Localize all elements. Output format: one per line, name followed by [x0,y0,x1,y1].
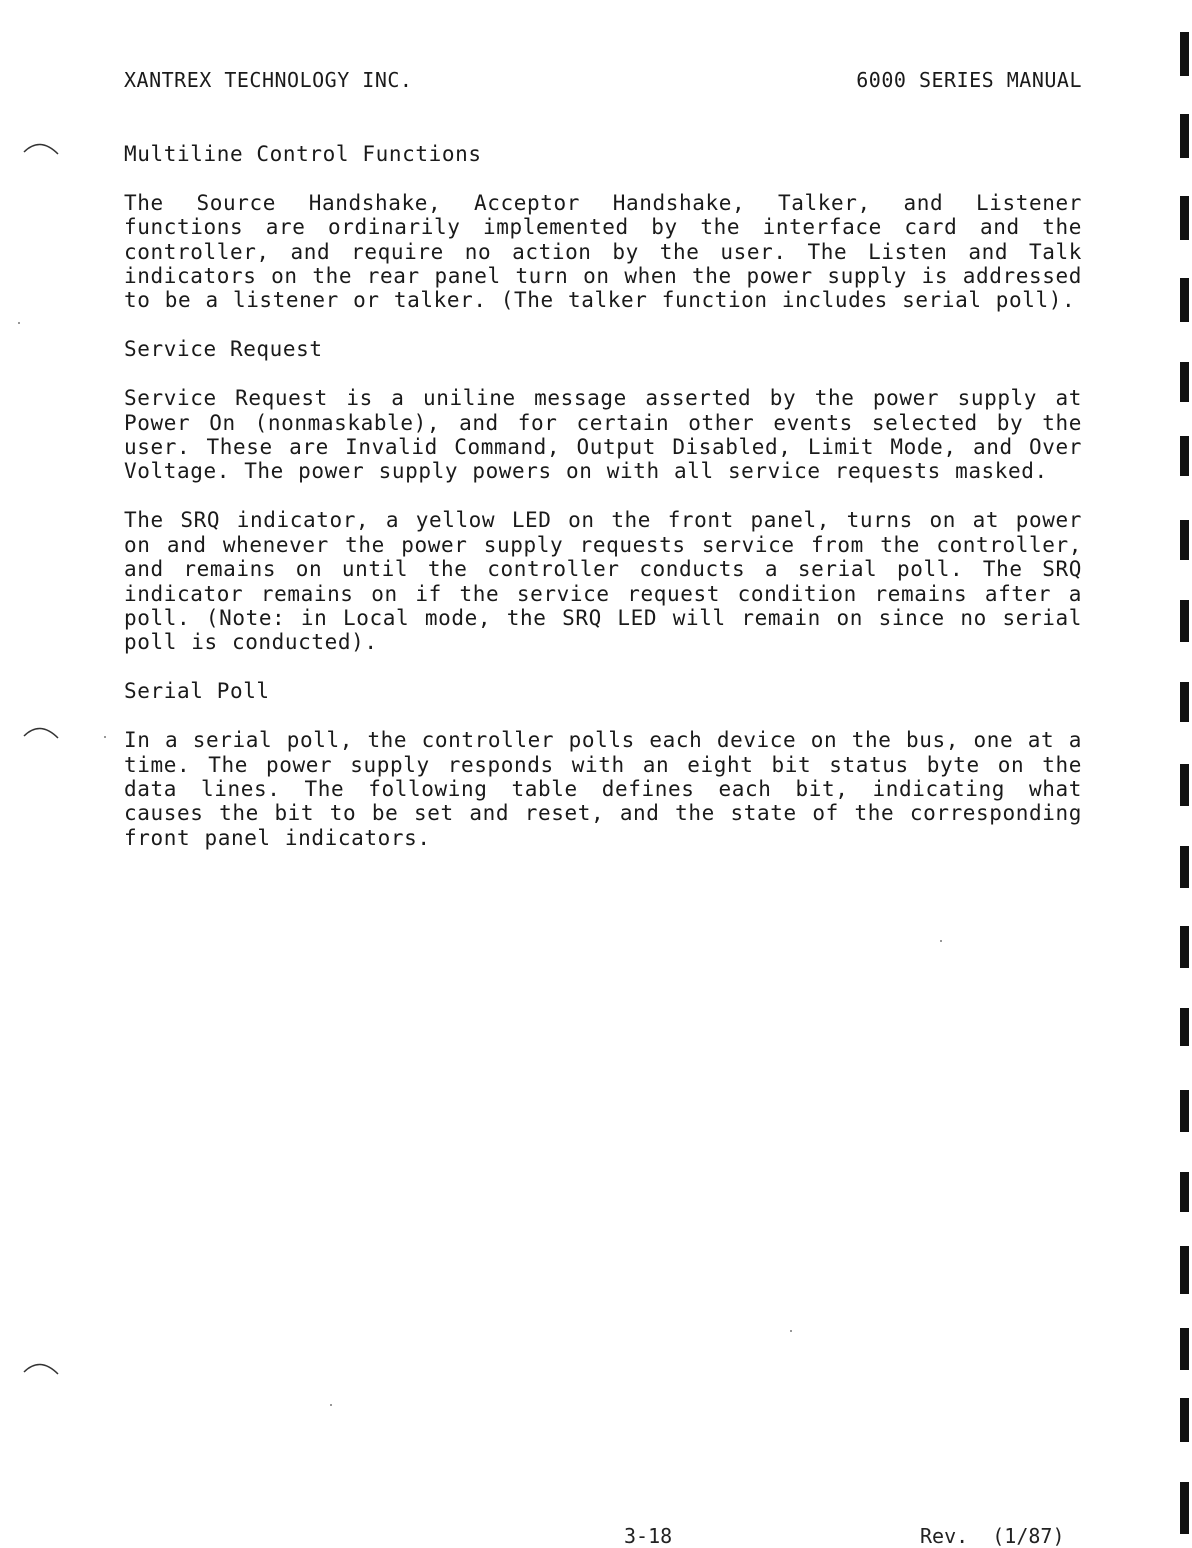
scan-speck [18,322,20,324]
page-body [124,142,1082,875]
binder-tab-mark [1180,520,1189,560]
binder-tab-mark [1180,1090,1189,1132]
header-manual-title: 6000 SERIES MANUAL [856,68,1082,92]
binder-tab-mark [1180,1482,1189,1534]
binder-tab-mark [1180,114,1189,158]
scan-speck [790,1330,792,1332]
section-heading: Serial Poll [124,679,270,704]
binder-hole-mark [22,1358,62,1378]
scan-speck [330,1404,332,1406]
section-service-request [124,337,1082,654]
binder-tab-mark [1180,196,1189,240]
binder-hole-mark [22,722,62,742]
binder-tab-mark [1180,436,1189,476]
paragraph: The SRQ indicator, a yellow LED on the front panel, turns on at power on and whenever the power supply requests service from the controller, and remains on until the controller conducts a serial poll. The SRQ indicator remains on if the service request condition remains after a poll. (Note: in Local mode, the SRQ LED will remain on since no serial poll is conducted). [124,508,1082,655]
section-serial-poll [124,679,1082,850]
binder-tab-mark [1180,600,1189,642]
scan-speck [104,736,106,738]
section-heading: Multiline Control Functions [124,142,482,166]
binder-tab-mark [1180,846,1189,888]
binder-tab-mark [1180,764,1189,806]
header-company: XANTREX TECHNOLOGY INC. [124,68,413,92]
binder-tab-mark [1180,1328,1189,1370]
paragraph: The Source Handshake, Acceptor Handshake, Talker, and Listener functions are ordinarily implemented by the interface card and the controller, and require no action by the user. The Listen and Talk indicators on the rear panel turn on when the power supply is addressed to be a listener or talker. (The talker function includes serial poll). [124,190,1082,313]
binder-hole-mark [22,138,62,158]
paragraph: Service Request is a uniline message asserted by the power supply at Power On (nonmaskable), and for certain other events selected by the user. These are Invalid Command, Output Disabled, Limit Mode, and Over Voltage. The power supply powers on with all service requests masked. [124,386,1082,484]
paragraph: In a serial poll, the controller polls each device on the bus, one at a time. The power supply responds with an eight bit status byte on the data lines. The following table defines each bit, indicating what causes the bit to be set and reset, and the state of the corresponding front panel indicators. [124,728,1082,850]
binder-tab-mark [1180,32,1189,76]
footer-revision: Rev. (1/87) [920,1524,1065,1548]
footer-page-number: 3-18 [624,1524,673,1548]
binder-tab-mark [1180,1172,1189,1212]
binder-tab-mark [1180,926,1189,968]
binder-tab-mark [1180,278,1189,322]
binder-tab-mark [1180,1398,1189,1442]
section-heading: Service Request [124,337,323,362]
binder-tab-mark [1180,1008,1189,1046]
binder-tab-mark [1180,1246,1189,1294]
binder-tab-mark [1180,682,1189,722]
section-multiline-control [124,142,1082,313]
binder-tab-mark [1180,362,1189,402]
scan-speck [940,940,942,942]
